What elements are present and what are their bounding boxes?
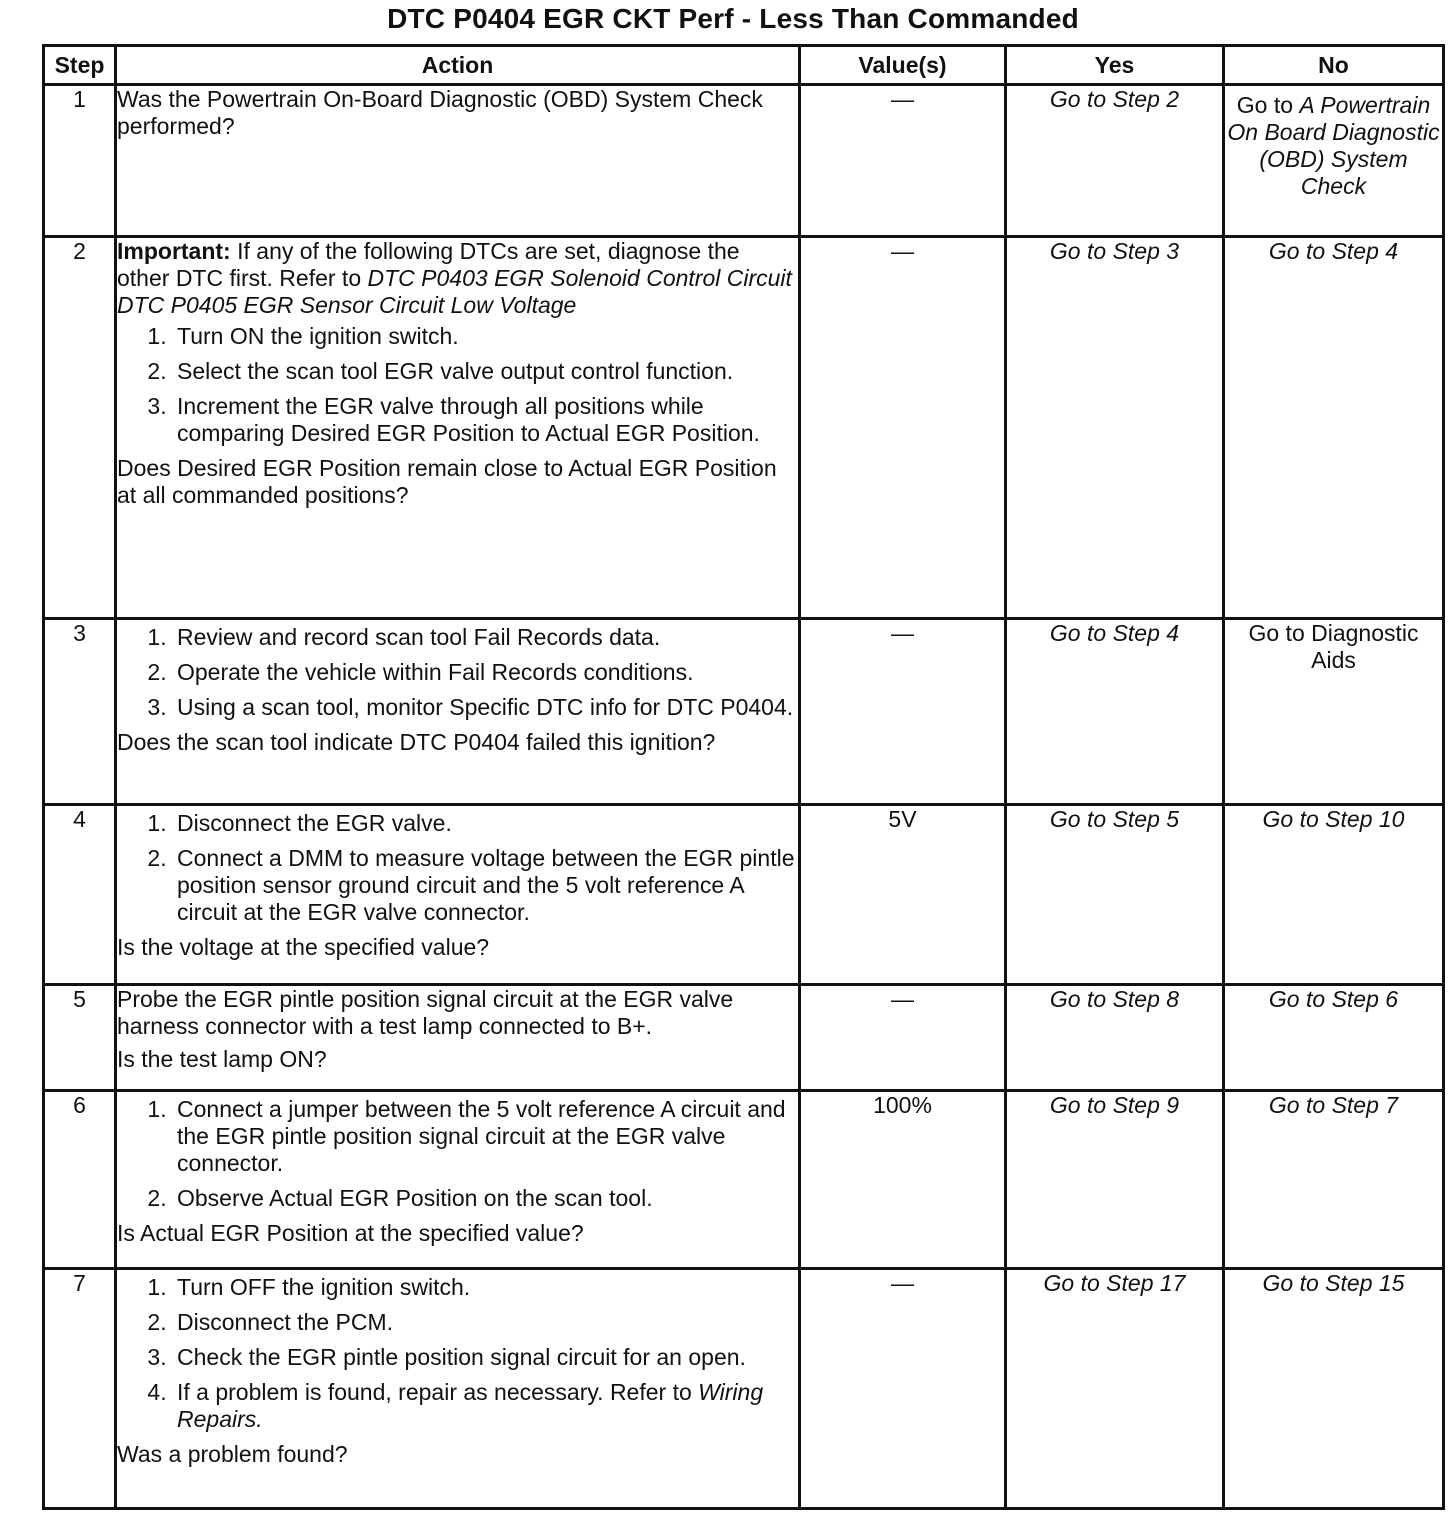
list-item: 2. Select the scan tool EGR valve output control function. bbox=[173, 358, 798, 385]
list-item: 3. Increment the EGR valve through all positions while comparing Desired EGR Position to Actual EGR Position. bbox=[173, 393, 798, 447]
no-link[interactable]: Go to Step 10 bbox=[1224, 805, 1444, 985]
question-text: Does Desired EGR Position remain close to Actual EGR Position at all commanded positions? bbox=[117, 455, 777, 508]
no-link[interactable]: Go to Step 7 bbox=[1224, 1091, 1444, 1269]
list-item: 1. Turn OFF the ignition switch. bbox=[173, 1274, 798, 1301]
document-title: DTC P0404 EGR CKT Perf - Less Than Commanded bbox=[387, 3, 1079, 34]
step-number: 2 bbox=[44, 237, 116, 619]
no-link[interactable]: Go to Step 6 bbox=[1224, 985, 1444, 1091]
value-cell: — bbox=[800, 985, 1006, 1091]
step-number: 4 bbox=[44, 805, 116, 985]
action-cell bbox=[116, 985, 800, 1091]
yes-link[interactable]: Go to Step 5 bbox=[1006, 805, 1224, 985]
table-row bbox=[44, 237, 1444, 619]
question-text: Is Actual EGR Position at the specified value? bbox=[117, 1220, 584, 1246]
step-list bbox=[117, 810, 798, 926]
list-item: 2. Observe Actual EGR Position on the scan tool. bbox=[173, 1185, 798, 1212]
table-row bbox=[44, 985, 1444, 1091]
list-item: 3. Check the EGR pintle position signal circuit for an open. bbox=[173, 1344, 798, 1371]
list-item: 3. Using a scan tool, monitor Specific DTC info for DTC P0404. bbox=[173, 694, 798, 721]
step-list bbox=[117, 323, 798, 447]
action-cell bbox=[116, 619, 800, 805]
action-cell bbox=[116, 805, 800, 985]
step-list bbox=[117, 624, 798, 721]
no-link[interactable]: Go to Step 4 bbox=[1224, 237, 1444, 619]
value-cell: — bbox=[800, 619, 1006, 805]
step-number: 7 bbox=[44, 1269, 116, 1509]
table-row bbox=[44, 805, 1444, 985]
list-item: 2. Disconnect the PCM. bbox=[173, 1309, 798, 1336]
no-prefix: Go to bbox=[1236, 92, 1300, 118]
header-row bbox=[44, 46, 1444, 85]
list-item: 1. Turn ON the ignition switch. bbox=[173, 323, 798, 350]
header-yes: Yes bbox=[1006, 46, 1224, 85]
table-row bbox=[44, 1269, 1444, 1509]
step-number: 3 bbox=[44, 619, 116, 805]
header-step: Step bbox=[44, 46, 116, 85]
step4-text: If a problem is found, repair as necessary. Refer to bbox=[177, 1379, 699, 1405]
list-item bbox=[173, 1379, 798, 1433]
header-no: No bbox=[1224, 46, 1444, 85]
wiring-repairs-reference[interactable]: Wiring Repairs. bbox=[177, 1379, 764, 1432]
yes-link[interactable]: Go to Step 9 bbox=[1006, 1091, 1224, 1269]
action-cell bbox=[116, 237, 800, 619]
table-row bbox=[44, 619, 1444, 805]
yes-link[interactable]: Go to Step 4 bbox=[1006, 619, 1224, 805]
step-list bbox=[117, 1274, 798, 1433]
no-link[interactable]: Go to Step 15 bbox=[1224, 1269, 1444, 1509]
value-cell: 5V bbox=[800, 805, 1006, 985]
question-text: Is the test lamp ON? bbox=[117, 1046, 327, 1072]
header-action: Action bbox=[116, 46, 800, 85]
step-number: 5 bbox=[44, 985, 116, 1091]
important-reference[interactable]: DTC P0403 EGR Solenoid Control Circuit DTC P0405 EGR Sensor Circuit Low Voltage bbox=[117, 265, 792, 318]
important-note bbox=[117, 238, 798, 319]
list-item: 1. Connect a jumper between the 5 volt reference A circuit and the EGR pintle position signal circuit at the EGR valve connector. bbox=[173, 1096, 798, 1177]
action-cell bbox=[116, 1269, 800, 1509]
value-cell: — bbox=[800, 85, 1006, 237]
value-cell: 100% bbox=[800, 1091, 1006, 1269]
header-values: Value(s) bbox=[800, 46, 1006, 85]
step-list bbox=[117, 1096, 798, 1212]
important-text: If any of the following DTCs are set, diagnose the other DTC first. Refer to bbox=[117, 238, 740, 291]
action-text: Was the Powertrain On-Board Diagnostic (OBD) System Check performed? bbox=[117, 86, 763, 139]
step-number: 1 bbox=[44, 85, 116, 237]
value-cell: — bbox=[800, 1269, 1006, 1509]
table-row bbox=[44, 1091, 1444, 1269]
value-cell: — bbox=[800, 237, 1006, 619]
action-text: Probe the EGR pintle position signal circuit at the EGR valve harness connector with a test lamp connected to B+. bbox=[117, 986, 734, 1039]
question-text: Was a problem found? bbox=[117, 1441, 348, 1467]
action-cell bbox=[116, 85, 800, 237]
list-item: 1. Disconnect the EGR valve. bbox=[173, 810, 798, 837]
diagnostic-table bbox=[42, 44, 1445, 1510]
no-reference: A Powertrain On Board Diagnostic (OBD) System Check bbox=[1227, 92, 1440, 199]
yes-link[interactable]: Go to Step 17 bbox=[1006, 1269, 1224, 1509]
action-cell bbox=[116, 1091, 800, 1269]
step-number: 6 bbox=[44, 1091, 116, 1269]
no-link[interactable]: Go to Diagnostic Aids bbox=[1224, 619, 1444, 805]
list-item: 1. Review and record scan tool Fail Records data. bbox=[173, 624, 798, 651]
table-row bbox=[44, 85, 1444, 237]
list-item: 2. Operate the vehicle within Fail Records conditions. bbox=[173, 659, 798, 686]
yes-link[interactable]: Go to Step 3 bbox=[1006, 237, 1224, 619]
important-label: Important: bbox=[117, 238, 231, 264]
yes-link[interactable]: Go to Step 8 bbox=[1006, 985, 1224, 1091]
question-text: Does the scan tool indicate DTC P0404 failed this ignition? bbox=[117, 729, 716, 755]
list-item: 2. Connect a DMM to measure voltage between the EGR pintle position sensor ground circuit and the 5 volt reference A circuit at the EGR valve connector. bbox=[173, 845, 798, 926]
no-link[interactable] bbox=[1224, 85, 1444, 237]
yes-link[interactable]: Go to Step 2 bbox=[1006, 85, 1224, 237]
question-text: Is the voltage at the specified value? bbox=[117, 934, 490, 960]
